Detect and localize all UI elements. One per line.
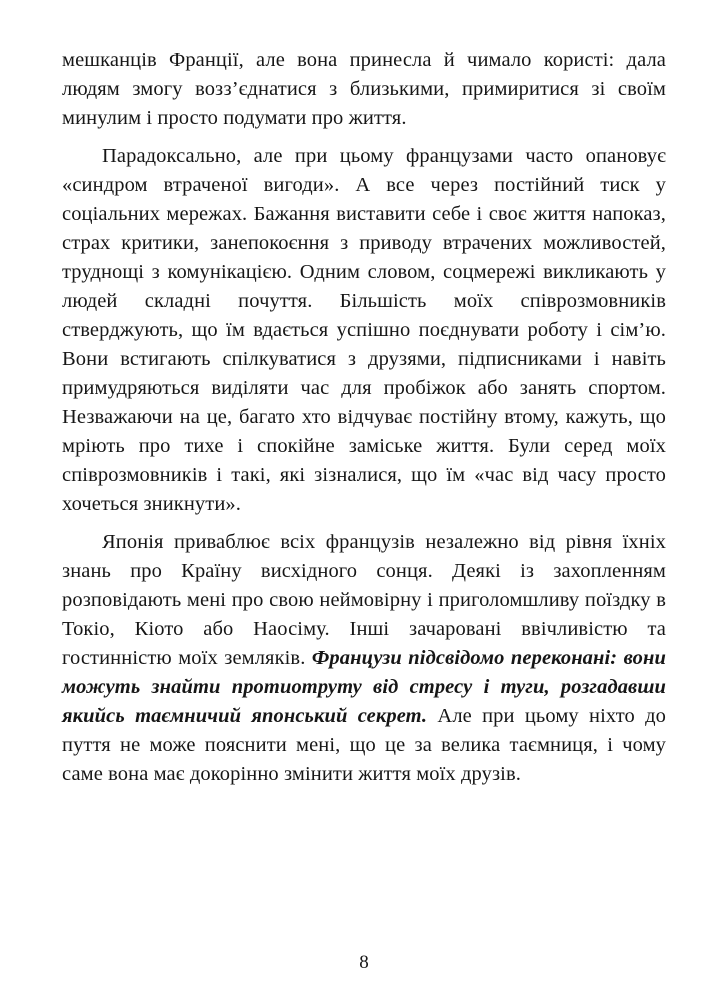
paragraph-3-text-lead: Японія приваблює всіх французів незалежно від рівня їхніх знань про Країну висхідного сонця. Деякі із захопленням розповідають мені про свою неймовірну і приголомшливу поїздку в Токіо, Кіото або Наосіму. Інші зачаровані ввічливістю та гостинністю моїх земляків. xyxy=(62,531,666,669)
paragraph-3 xyxy=(62,528,666,789)
page-text xyxy=(62,46,666,789)
page-number: 8 xyxy=(359,952,369,973)
paragraph-1-text: мешканців Франції, але вона принесла й чимало користі: дала людям змогу возз’єднатися з близькими, примиритися зі своїм минулим і просто подумати про життя. xyxy=(62,49,666,129)
paragraph-2-text: Парадоксально, але при цьому французами часто опановує «синдром втраченої вигоди». А все через постійний тиск у соціальних мережах. Бажання виставити себе і своє життя напоказ, страх критики, занепокоєння з приводу втрачених можливостей, труднощі з комунікацією. Одним словом, соцмережі викликають у людей складні почуття. Більшість моїх співрозмовників стверджують, що їм вдається успішно поєднувати роботу і сім’ю. Вони встигають спілкуватися з друзями, підписниками і навіть примудряються виділяти час для пробіжок або занять спортом. Незважаючи на це, багато хто відчуває постійну втому, кажуть, що мріють про тихе і спокійне заміське життя. Були серед моїх співрозмовників і такі, які зізналися, що їм «час від часу просто хочеться зникнути». xyxy=(62,145,666,515)
paragraph-3-emphasis: Французи підсвідомо переконані: вони можуть знайти протиотруту від стресу і туги, розгадавши якийсь таємничий японський секрет. xyxy=(62,647,666,727)
paragraph-3-text-tail: Але при цьому ніхто до пуття не може пояснити мені, що це за велика таємниця, і чому саме вона має докорінно змінити життя моїх друзів. xyxy=(62,705,666,785)
paragraph-1 xyxy=(62,46,666,133)
paragraph-2 xyxy=(62,142,666,519)
